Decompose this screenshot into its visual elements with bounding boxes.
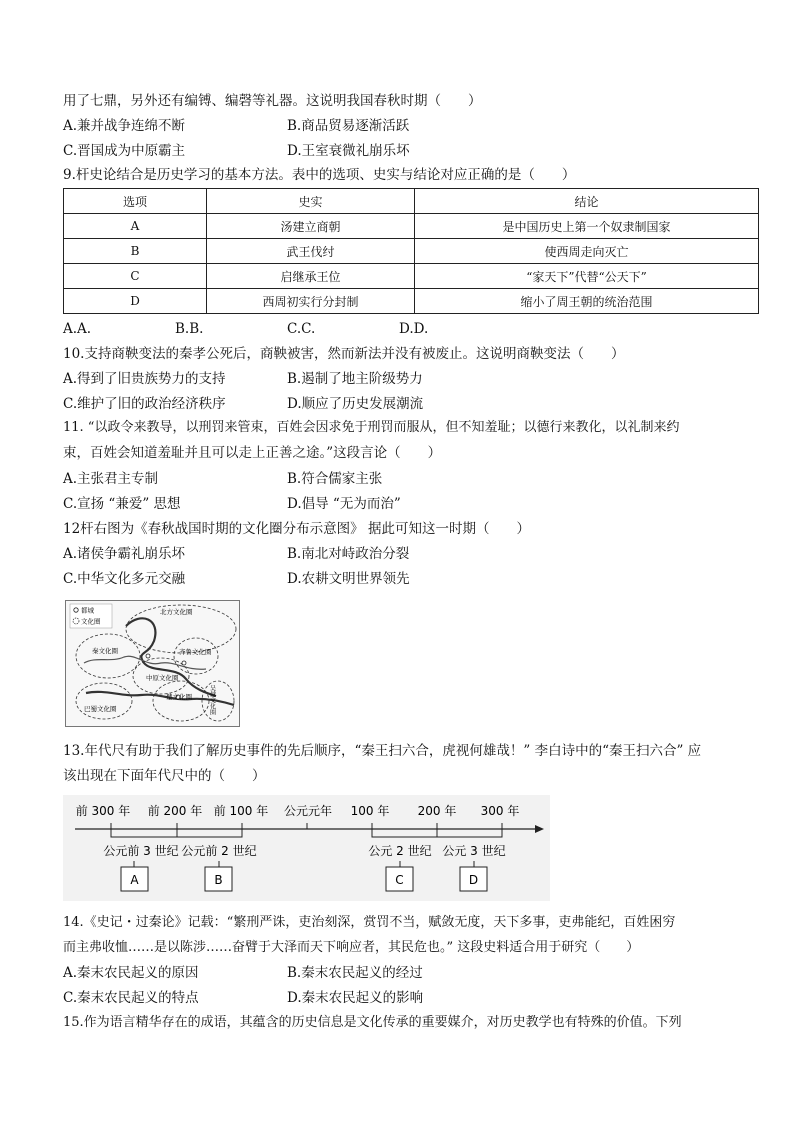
q9-option-d[interactable]: D.D. — [399, 321, 429, 337]
q11-option-b[interactable]: B.符合儒家主张 — [287, 471, 383, 487]
timeline-box-label: A — [130, 873, 139, 887]
q11-stem-line2: 束，百姓会知道羞耻并且可以走上正善之途。”这段言论（ ） — [63, 445, 442, 461]
q10-stem: 10.支持商鞅变法的秦孝公死后，商鞅被害，然而新法并没有被废止。这说明商鞅变法（ ） — [63, 346, 625, 362]
timeline-box-label: D — [468, 873, 479, 887]
table-cell: 是中国历史上第一个奴隶制国家 — [415, 214, 759, 239]
century-bracket — [372, 829, 437, 837]
qilu-circle-label: 齐鲁文化圈 — [179, 648, 212, 656]
q12-option-c[interactable]: C.中华文化多元交融 — [63, 571, 186, 587]
century-label: 公元 3 世纪 — [442, 844, 506, 858]
zhongyuan-circle-label: 中原文化圈 — [146, 674, 179, 682]
q10-option-b[interactable]: B.遏制了地主阶级势力 — [287, 371, 423, 387]
axis-arrow-icon — [535, 825, 544, 833]
table-row — [64, 214, 759, 239]
legend-capital-label: 都城 — [81, 606, 94, 615]
table-row — [64, 264, 759, 289]
table-cell: 启继承王位 — [207, 264, 415, 289]
table-row — [64, 239, 759, 264]
century-label: 公元前 3 世纪 — [103, 844, 179, 858]
table-header-cell: 选项 — [64, 189, 207, 214]
table-cell: 汤建立商朝 — [207, 214, 415, 239]
q12-option-a[interactable]: A.诸侯争霸礼崩乐坏 — [63, 546, 186, 562]
q8-option-b[interactable]: B.商品贸易逐渐活跃 — [287, 118, 410, 134]
q9-option-a[interactable]: A.A. — [63, 321, 92, 337]
q9-stem: 9.杆史论结合是历史学习的基本方法。表中的选项、史实与结论对应正确的是（ ） — [63, 167, 576, 183]
legend-circle-label: 文化圈 — [81, 617, 101, 626]
century-label: 公元 2 世纪 — [368, 844, 432, 858]
table-cell: D — [64, 289, 207, 314]
map-svg — [66, 601, 239, 726]
tick-label: 300 年 — [480, 804, 520, 818]
q13-stem-line2: 该出现在下面年代尺中的（ ） — [63, 768, 266, 784]
q14-option-d[interactable]: D.秦末农民起义的影响 — [287, 990, 424, 1006]
timeline-svg — [63, 795, 550, 901]
bashu-circle-label: 巴蜀文化圈 — [84, 705, 117, 713]
timeline-figure — [63, 795, 550, 901]
table-cell: B — [64, 239, 207, 264]
century-bracket — [437, 829, 502, 837]
capital-symbol-icon — [74, 608, 78, 612]
table-header-row — [64, 189, 759, 214]
q14-stem-line2: 而主弗收恤……是以陈涉……奋臂于大泽而天下响应者，其民危也。” 这段史料适合用于研究（ ） — [63, 940, 640, 955]
yellow-river-icon — [126, 618, 216, 696]
culture-circle-map — [65, 600, 240, 727]
tick-label: 200 年 — [417, 804, 457, 818]
q14-stem-line1: 14.《史记・过秦论》记载：“繁刑严诛，吏治刻深，赏罚不当，赋敛无度，天下多事，吏弗能纪，百姓困穷 — [63, 915, 676, 930]
table-cell: 缩小了周王朝的统治范围 — [415, 289, 759, 314]
q9-option-c[interactable]: C.C. — [287, 321, 316, 337]
tick-label: 前 200 年 — [147, 804, 203, 818]
q11-stem-line1: 11. “以政令来教导，以刑罚来管束，百姓会因求免于刑罚而服从，但不知羞耻；以德行来教化，以礼制来约 — [63, 420, 680, 435]
q12-option-b[interactable]: B.南北对峙政治分裂 — [287, 546, 410, 562]
timeline-box-label: B — [214, 873, 223, 887]
tick-label: 前 300 年 — [75, 804, 131, 818]
tick-label: 公元元年 — [283, 804, 333, 818]
q10-option-a[interactable]: A.得到了旧贵族势力的支持 — [63, 371, 226, 387]
q11-option-d[interactable]: D.倡导 “无为而治” — [287, 496, 401, 512]
q8-option-c[interactable]: C.晋国成为中原霸主 — [63, 143, 186, 159]
table-header-cell: 史实 — [207, 189, 415, 214]
century-bracket — [177, 829, 242, 837]
chu-circle-label: 楚文化圈 — [166, 693, 192, 701]
table-header-cell: 结论 — [415, 189, 759, 214]
q10-option-d[interactable]: D.顺应了历史发展潮流 — [287, 396, 424, 412]
q11-option-c[interactable]: C.宣扬 “兼爱” 思想 — [63, 496, 181, 512]
chu-circle-outline — [153, 681, 209, 721]
q9-option-b[interactable]: B.B. — [175, 321, 204, 337]
qin-circle-label: 秦文化圈 — [92, 647, 118, 655]
capital-dot-icon — [146, 654, 150, 658]
table-cell: C — [64, 264, 207, 289]
table-row — [64, 289, 759, 314]
q13-stem-line1: 13.年代尺有助于我们了解历史事件的先后顺序，“秦王扫六合，虎视何雄哉！” 李白诗中的“秦王扫六合” 应 — [63, 743, 702, 759]
tick-label: 前 100 年 — [213, 804, 269, 818]
table-cell: 使西周走向灭亡 — [415, 239, 759, 264]
q12-stem: 12杆右图为《春秋战国时期的文化圈分布示意图》 据此可知这一时期（ ） — [63, 521, 530, 537]
q10-option-c[interactable]: C.维护了旧的政治经济秩序 — [63, 396, 226, 412]
table-cell: 武王伐纣 — [207, 239, 415, 264]
q14-option-c[interactable]: C.秦末农民起义的特点 — [63, 990, 199, 1006]
tick-label: 100 年 — [350, 804, 390, 818]
q8-option-a[interactable]: A.兼并战争连绵不断 — [63, 118, 186, 134]
q11-option-a[interactable]: A.主张君主专制 — [63, 471, 159, 487]
north-circle-label: 北方文化圈 — [160, 608, 193, 616]
q12-option-d[interactable]: D.农耕文明世界领先 — [287, 571, 410, 587]
q9-table — [63, 188, 759, 314]
table-cell: 西周初实行分封制 — [207, 289, 415, 314]
q8-stem: 用了七鼎，另外还有编镈、编磬等礼器。这说明我国春秋时期（ ） — [63, 93, 482, 109]
q8-option-d[interactable]: D.王室衰微礼崩乐坏 — [287, 143, 410, 159]
q14-option-a[interactable]: A.秦末农民起义的原因 — [63, 965, 199, 981]
timeline-box-label: C — [395, 873, 404, 887]
bashu-circle-outline — [76, 683, 132, 719]
q15-stem: 15.作为语言精华存在的成语，其蕴含的历史信息是文化传承的重要媒介，对历史教学也有特殊的价值。下列 — [63, 1015, 682, 1030]
century-label: 公元前 2 世纪 — [181, 844, 257, 858]
century-bracket — [111, 829, 177, 837]
wuyue-circle-label: 吴越文化圈 — [208, 685, 216, 715]
table-cell: “家天下”代替“公天下” — [415, 264, 759, 289]
capital-dot-icon — [182, 661, 186, 665]
q14-option-b[interactable]: B.秦末农民起义的经过 — [287, 965, 423, 981]
table-cell: A — [64, 214, 207, 239]
